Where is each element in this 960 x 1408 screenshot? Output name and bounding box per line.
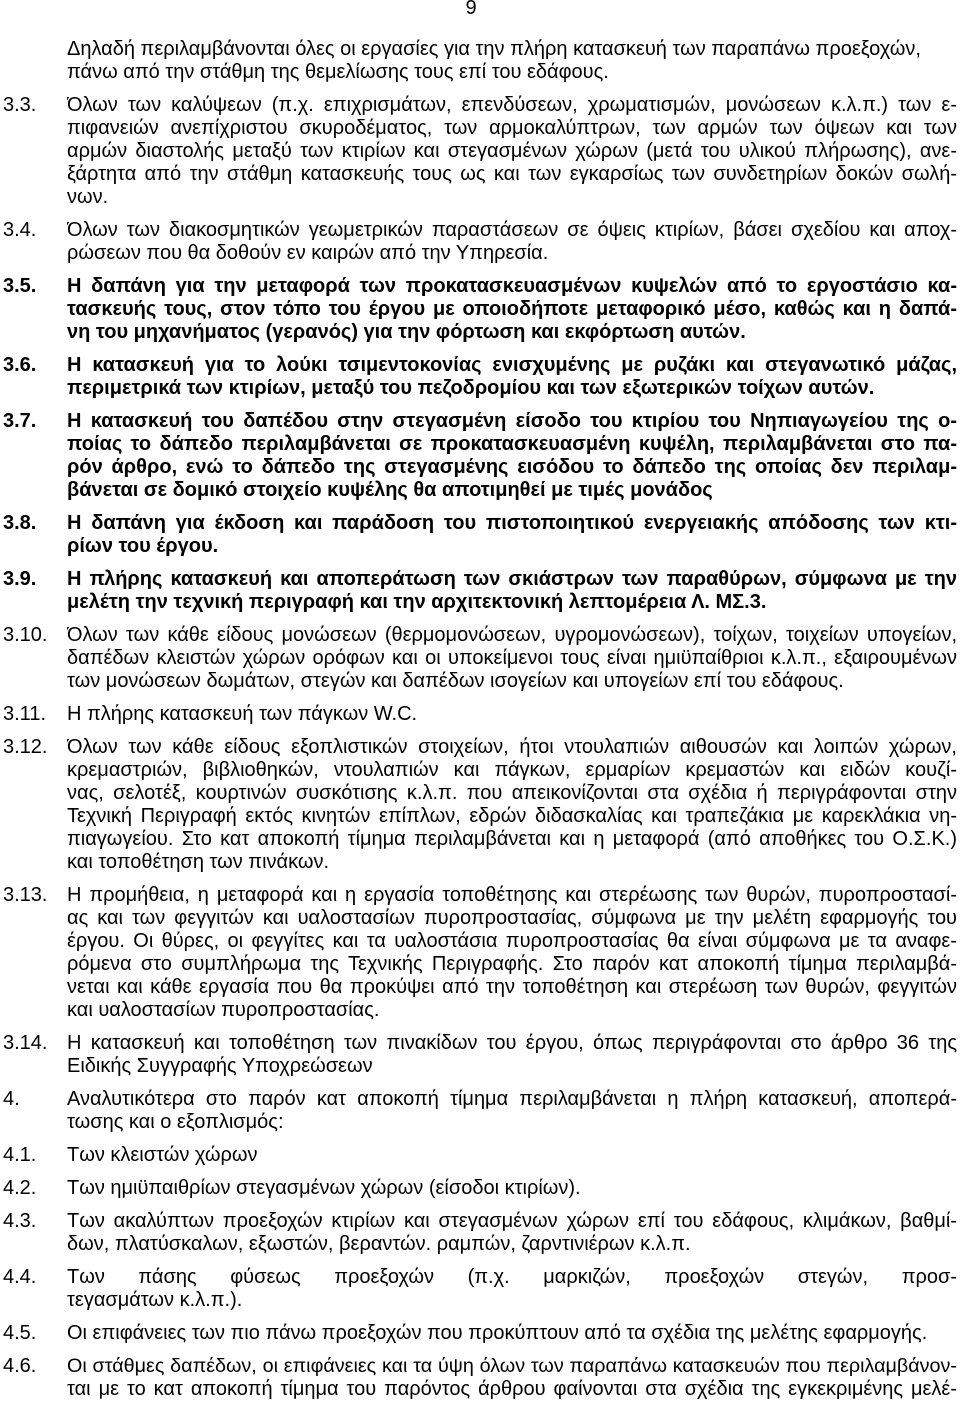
paragraph-line: Των πάσης φύσεως προεξοχών (π.χ. μαρκιζών, προεξοχών στεγών, προσ- bbox=[67, 1266, 957, 1288]
paragraph-line: δων, πλατύσκαλων, εξωστών, βεραντών. ραμπών, ζαρντινιέρων κ.λ.π. bbox=[67, 1233, 691, 1255]
clause-number: 3.11. bbox=[3, 703, 46, 725]
paragraph-line: Όλων των κάθε είδους εξοπλιστικών στοιχείων, ήτοι ντουλαπιών αιθουσών και λοιπών χώρων, bbox=[67, 736, 957, 758]
paragraph-line: νη του μηχανήματος (γερανός) για την φόρτωση και εκφόρτωση αυτών. bbox=[67, 321, 746, 343]
paragraph-line: νεται και κάθε εργασία που θα προκύψει από την τοποθέτηση και στερέωση των θυρών, φεγγιτών bbox=[67, 976, 957, 998]
intro-paragraph bbox=[67, 38, 957, 84]
paragraph-line: ποίας το δάπεδο περιλαμβάνεται σε προκατασκευασμένη κυψέλη, περιλαμβάνεται στο πα- bbox=[67, 433, 957, 455]
document-body bbox=[0, 38, 960, 1408]
paragraph-line: Η πλήρης κατασκευή των πάγκων W.C. bbox=[67, 703, 418, 725]
clause-number: 3.14. bbox=[3, 1032, 48, 1054]
clause-4-1 bbox=[3, 1144, 957, 1167]
clause-number: 3.6. bbox=[3, 354, 37, 376]
paragraph-line: πιαγωγείου. Στο κατ αποκοπή τίμημα περιλαμβάνεται και η μεταφορά (από αποθήκες του Ο.Σ.Κ.) bbox=[67, 828, 957, 850]
paragraph-line: Η κατασκευή του δαπέδου στην στεγασμένη είσοδο του κτιρίου του Νηπιαγωγείου της ο- bbox=[67, 410, 957, 432]
clause-3-11 bbox=[3, 703, 957, 726]
clause-number: 4. bbox=[3, 1088, 20, 1110]
clause-4-2 bbox=[3, 1177, 957, 1200]
clause-3-3 bbox=[3, 94, 957, 209]
clause-3-9 bbox=[3, 568, 957, 614]
clause-number: 3.3. bbox=[3, 94, 37, 116]
clause-4-3 bbox=[3, 1210, 957, 1256]
clause-4 bbox=[3, 1088, 957, 1134]
clause-3-6 bbox=[3, 354, 957, 400]
clause-number: 3.13. bbox=[3, 884, 48, 906]
paragraph-line: ρίων του έργου. bbox=[67, 535, 219, 557]
paragraph-line: Όλων των καλύψεων (π.χ. επιχρισμάτων, επενδύσεων, χρωματισμών, μονώσεων κ.λ.π.) των ε- bbox=[67, 94, 957, 116]
clause-3-14 bbox=[3, 1032, 957, 1078]
paragraph-line: νων. bbox=[67, 186, 109, 208]
clause-number: 4.1. bbox=[3, 1144, 37, 1166]
paragraph-line: Όλων των κάθε είδους μονώσεων (θερμομονώσεων, υγρομονώσεων), τοίχων, τοιχείων υπογείων, bbox=[67, 624, 957, 646]
paragraph-line: και υαλοστασίων πυροπροστασίας. bbox=[67, 999, 380, 1021]
clause-3-10 bbox=[3, 624, 957, 693]
paragraph-line: Η δαπάνη για έκδοση και παράδοση του πιστοποιητικού ενεργειακής απόδοσης των κτι- bbox=[67, 512, 957, 534]
paragraph-line: ρόμενα στο συμπλήρωμα της Τεχνικής Περιγραφής. Στο παρόν κατ αποκοπή τίμημα περιλαμβά- bbox=[67, 953, 957, 975]
paragraph-line: τωσης και ο εξοπλισμός: bbox=[67, 1111, 284, 1133]
clause-4-6 bbox=[3, 1355, 957, 1401]
clause-number: 3.10. bbox=[3, 624, 48, 646]
paragraph-line: ξάρτητα από την στάθμη κατασκευής τους ως και των εγκαρσίως των συνδετηρίων δοκών σωλή- bbox=[67, 163, 957, 185]
paragraph-line: έργου. Οι θύρες, οι φεγγίτες και τα υαλοστάσια πυροπροστασίας θα είναι σύμφωνα με τα αναφε- bbox=[67, 930, 957, 952]
clause-3-12 bbox=[3, 736, 957, 874]
paragraph-line: Των ακαλύπτων προεξοχών κτιρίων και στεγασμένων χώρων επί του εδάφους, κλιμάκων, βαθμί- bbox=[67, 1210, 957, 1232]
paragraph-line: πάνω από την στάθμη της θεμελίωσης τους επί του εδάφους. bbox=[67, 61, 609, 83]
paragraph-line: Όλων των διακοσμητικών γεωμετρικών παραστάσεων σε όψεις κτιρίων, βάσει σχεδίου και αποχ- bbox=[67, 219, 957, 241]
paragraph-line: Οι στάθμες δαπέδων, οι επιφάνειες και τα ύψη όλων των παραπάνω κατασκευών που περιλαμβάνον- bbox=[67, 1355, 957, 1377]
clause-4-5 bbox=[3, 1322, 957, 1345]
paragraph-line: των μονώσεων δωμάτων, στεγών και δαπέδων ισογείων και υπογείων επί του εδάφους. bbox=[67, 670, 844, 692]
clause-3-7 bbox=[3, 410, 957, 502]
paragraph-line: και τοποθέτηση των πινάκων. bbox=[67, 851, 330, 873]
paragraph-line: Τεχνική Περιγραφή εκτός κινητών επίπλων, εδρών διδασκαλίας και τραπεζάκια με καρεκλάκια νη- bbox=[67, 805, 957, 827]
paragraph-line: μελέτη την τεχνική περιγραφή και την αρχιτεκτονική λεπτομέρεια Λ. ΜΣ.3. bbox=[67, 591, 767, 613]
paragraph-line: Αναλυτικότερα στο παρόν κατ αποκοπή τίμημα περιλαμβάνεται η πλήρη κατασκευή, αποπερά- bbox=[67, 1088, 957, 1110]
paragraph-line: αρμών διαστολής μεταξύ των κτιρίων και στεγασμένων χώρων (μετά του υλικού πλήρωσης), ανε- bbox=[67, 140, 957, 162]
clause-number: 4.5. bbox=[3, 1322, 37, 1344]
clause-number: 3.4. bbox=[3, 219, 37, 241]
paragraph-line: Η κατασκευή για το λούκι τσιμεντοκονίας ενισχυμένης με ρυζάκι και στεγανωτικό μάζας, bbox=[67, 354, 957, 376]
clause-number: 4.6. bbox=[3, 1355, 37, 1377]
paragraph-line: τεγασμάτων κ.λ.π.). bbox=[67, 1289, 243, 1311]
clause-number: 3.8. bbox=[3, 512, 37, 534]
clause-4-4 bbox=[3, 1266, 957, 1312]
paragraph-line: Η κατασκευή και τοποθέτηση των πινακίδων του έργου, όπως περιγράφονται στο άρθρο 36 της bbox=[67, 1032, 957, 1054]
clause-3-4 bbox=[3, 219, 957, 265]
clause-number: 3.7. bbox=[3, 410, 37, 432]
clause-number: 3.12. bbox=[3, 736, 48, 758]
paragraph-line: Των ημιϋπαιθρίων στεγασμένων χώρων (είσοδοι κτιρίων). bbox=[67, 1177, 581, 1199]
clause-3-8 bbox=[3, 512, 957, 558]
clause-number: 3.5. bbox=[3, 275, 37, 297]
paragraph-line: Η δαπάνη για την μεταφορά των προκατασκευασμένων κυψελών από το εργοστάσιο κα- bbox=[67, 275, 957, 297]
paragraph-line: κρεμαστριών, βιβλιοθηκών, ντουλαπιών και πάγκων, ερμαρίων κρεμαστών και ειδών κουζί- bbox=[67, 759, 957, 781]
paragraph-line: τασκευής τους, στον τόπο του έργου με οποιοδήποτε μεταφορικό μέσο, καθώς και η δαπά- bbox=[67, 298, 957, 320]
paragraph-line: Ειδικής Συγγραφής Υποχρεώσεων bbox=[67, 1055, 373, 1077]
paragraph-line: νας, σελοτέξ, κουρτινών συσκότισης κ.λ.π. που απεικονίζονται στα σχέδια ή περιγράφονται στην bbox=[67, 782, 957, 804]
clause-number: 4.2. bbox=[3, 1177, 37, 1199]
paragraph-line: ται με το κατ αποκοπή τίμημα του παρόντος άρθρου φαίνονται στα σχέδια της εγκεκριμένης μελέ- bbox=[67, 1378, 957, 1400]
paragraph-line: Η προμήθεια, η μεταφορά και η εργασία τοποθέτησης και στερέωσης των θυρών, πυροπροστασί- bbox=[67, 884, 957, 906]
clause-3-5 bbox=[3, 275, 957, 344]
clause-number: 3.9. bbox=[3, 568, 37, 590]
clause-number: 4.4. bbox=[3, 1266, 37, 1288]
paragraph-line: δαπέδων κλειστών χώρων ορόφων και οι υποκείμενοι τους είναι ημιϋπαίθριοι κ.λ.π., εξαιρουμένων bbox=[67, 647, 957, 669]
paragraph-line: Των κλειστών χώρων bbox=[67, 1144, 258, 1166]
clause-3-13 bbox=[3, 884, 957, 1022]
clause-number: 4.3. bbox=[3, 1210, 37, 1232]
paragraph-line: ας και των φεγγιτών και υαλοστασίων πυροπροστασίας, σύμφωνα με την μελέτη εφαρμογής του bbox=[67, 907, 957, 929]
paragraph-line: Οι επιφάνειες των πιο πάνω προεξοχών που προκύπτουν από τα σχέδια της μελέτης εφαρμογής. bbox=[67, 1322, 928, 1344]
paragraph-line: Η πλήρης κατασκευή και αποπεράτωση των σκιάστρων των παραθύρων, σύμφωνα με την bbox=[67, 568, 957, 590]
paragraph-line: βάνεται σε δομικό στοιχείο κυψέλης θα αποτιμηθεί με τιμές μονάδος bbox=[67, 479, 713, 501]
paragraph-line: ρόν άρθρο, ενώ το δάπεδο της στεγασμένης εισόδου το δάπεδο της οποίας δεν περιλαμ- bbox=[67, 456, 957, 478]
paragraph-line: ρώσεων που θα δοθούν εν καιρών από την Υπηρεσία. bbox=[67, 242, 549, 264]
paragraph-line: Δηλαδή περιλαμβάνονται όλες οι εργασίες για την πλήρη κατασκευή των παραπάνω προεξοχών, bbox=[67, 38, 921, 60]
page-number: 9 bbox=[465, 0, 477, 19]
paragraph-line: πιφανειών ανεπίχριστου σκυροδέματος, των αρμοκαλύπτρων, των αρμών των όψεων και των bbox=[67, 117, 957, 139]
paragraph-line: περιμετρικά των κτιρίων, μεταξύ του πεζοδρομίου και των εξωτερικών τοίχων αυτών. bbox=[67, 377, 875, 399]
